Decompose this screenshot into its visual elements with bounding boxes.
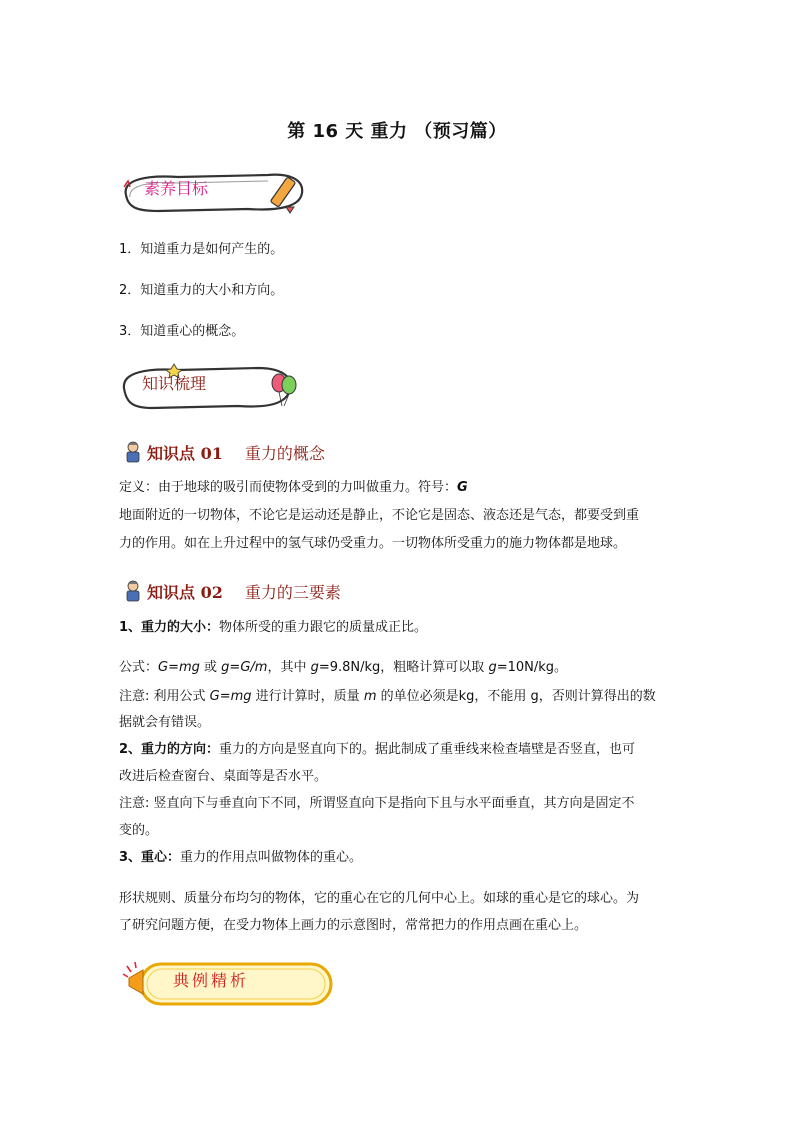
knowledge-point-02 — [123, 579, 341, 603]
symbol-g: G — [457, 480, 468, 495]
formula-line — [119, 655, 567, 681]
goal-item: 2．知道重力的大小和方向。 — [119, 283, 284, 298]
subheading: 1、重力的大小： — [119, 620, 220, 635]
knowledge-point-name: 重力的概念 — [244, 443, 325, 463]
section-title-knowledge: 知识梳理 — [142, 374, 207, 393]
paragraph-line: 注意: 竖直向下与垂直向下不同，所谓竖直向下是指向下且与水平面垂直，其方向是固定不 — [119, 796, 635, 811]
page-title: 第 16 天 重力 （预习篇） — [287, 121, 507, 142]
text: 的单位必须是kg，不能用 g，否则计算得出的数 — [376, 689, 656, 704]
paragraph-line: 改进后检查窗台、桌面等是否水平。 — [119, 769, 328, 784]
section-title-goals: 素养目标 — [144, 179, 209, 198]
paragraph-text: 重力的方向是竖直向下的。据此制成了重垂线来检查墙壁是否竖直，也可 — [219, 742, 636, 757]
teacher-icon — [123, 440, 143, 464]
paragraph-line: 地面附近的一切物体，不论它是运动还是静止，不论它是固态、液态还是气态，都要受到重 — [119, 508, 640, 523]
center-of-gravity-line — [119, 845, 362, 871]
section-title-examples: 典例精析 — [173, 971, 250, 990]
knowledge-point-01 — [123, 440, 325, 464]
goal-item: 1．知道重力是如何产生的。 — [119, 242, 284, 257]
paragraph-line: 形状规则、质量分布均匀的物体，它的重心在它的几何中心上。如球的重心是它的球心。为 — [119, 891, 640, 906]
text: =9.8N/kg，粗略计算可以取 — [318, 660, 489, 675]
formula: g — [488, 660, 497, 675]
formula: G=mg — [209, 689, 252, 704]
formula: g — [310, 660, 319, 675]
formula: g=G/m — [221, 660, 268, 675]
gravity-direction-line — [119, 737, 635, 763]
text: 或 — [199, 660, 222, 675]
teacher-icon — [123, 579, 143, 603]
text: 公式： — [119, 660, 159, 675]
definition-line — [119, 475, 468, 501]
subheading: 2、重力的方向： — [119, 742, 220, 757]
note-line — [119, 684, 656, 710]
knowledge-point-name: 重力的三要素 — [244, 582, 341, 602]
formula: m — [363, 689, 377, 704]
paragraph-line: 变的。 — [119, 823, 159, 838]
text: 注意: 利用公式 — [119, 689, 210, 704]
gravity-size-line — [119, 615, 427, 641]
paragraph-line: 力的作用。如在上升过程中的氢气球仍受重力。一切物体所受重力的施力物体都是地球。 — [119, 536, 627, 551]
formula: G=mg — [158, 660, 200, 675]
section-banner-goals — [118, 167, 310, 217]
paragraph-line: 据就会有错误。 — [119, 715, 211, 730]
section-banner-examples — [121, 958, 337, 1010]
definition-text: 定义：由于地球的吸引而使物体受到的力叫做重力。符号： — [119, 480, 458, 495]
text: ，其中 — [267, 660, 311, 675]
text: 进行计算时，质量 — [251, 689, 364, 704]
paragraph-text: 物体所受的重力跟它的质量成正比。 — [219, 620, 428, 635]
knowledge-point-label: 知识点 02 — [147, 582, 223, 602]
section-banner-knowledge — [118, 362, 304, 412]
paragraph-line: 了研究问题方便，在受力物体上画力的示意图时，常常把力的作用点画在重心上。 — [119, 918, 588, 933]
text: =10N/kg。 — [496, 660, 568, 675]
knowledge-point-label: 知识点 01 — [147, 443, 223, 463]
goal-item: 3．知道重心的概念。 — [119, 324, 245, 339]
subheading: 3、重心： — [119, 850, 181, 865]
paragraph-text: 重力的作用点叫做物体的重心。 — [180, 850, 363, 865]
megaphone-icon — [123, 962, 143, 994]
